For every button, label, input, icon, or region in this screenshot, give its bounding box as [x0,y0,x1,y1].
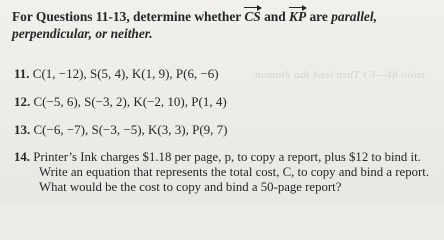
bleed-through-text: nomoth adt basl nsdT t 3—4b olom [255,69,426,81]
question-points: C(−6, −7), S(−3, −5), K(3, 3), P(9, 7) [33,122,228,137]
question-points: C(1, −12), S(5, 4), K(1, 9), P(6, −6) [32,66,219,81]
instructions-conj: and [260,9,290,24]
question-number: 13. [14,122,31,137]
instructions [12,6,440,42]
question-number: 11. [14,66,30,81]
instructions-parallel: parallel, [331,9,377,24]
instructions-are: are [306,9,332,24]
question-12 [14,94,227,110]
question-14-line2: Write an equation that represents the total cost, C, to copy and bind a report. [39,165,430,179]
question-13 [14,122,227,138]
question-11 [14,66,219,82]
question-number: 12. [14,94,31,109]
instructions-prefix: For Questions 11-13, determine whether [12,9,245,24]
question-14 [14,150,440,195]
question-14-text1: Printer’s Ink charges $1.18 per page, p, to copy a report, plus $12 to bind it. [33,150,421,164]
vector-kp: KP [289,6,306,25]
question-points: C(−5, 6), S(−3, 2), K(−2, 10), P(1, 4) [33,94,227,109]
instructions-line2: perpendicular, or neither. [12,26,153,41]
question-14-line3: What would be the cost to copy and bind a 50-page report? [39,180,342,194]
question-number: 14. [14,150,30,164]
vector-cs: CS [244,6,260,25]
question-14-line1 [14,150,440,165]
